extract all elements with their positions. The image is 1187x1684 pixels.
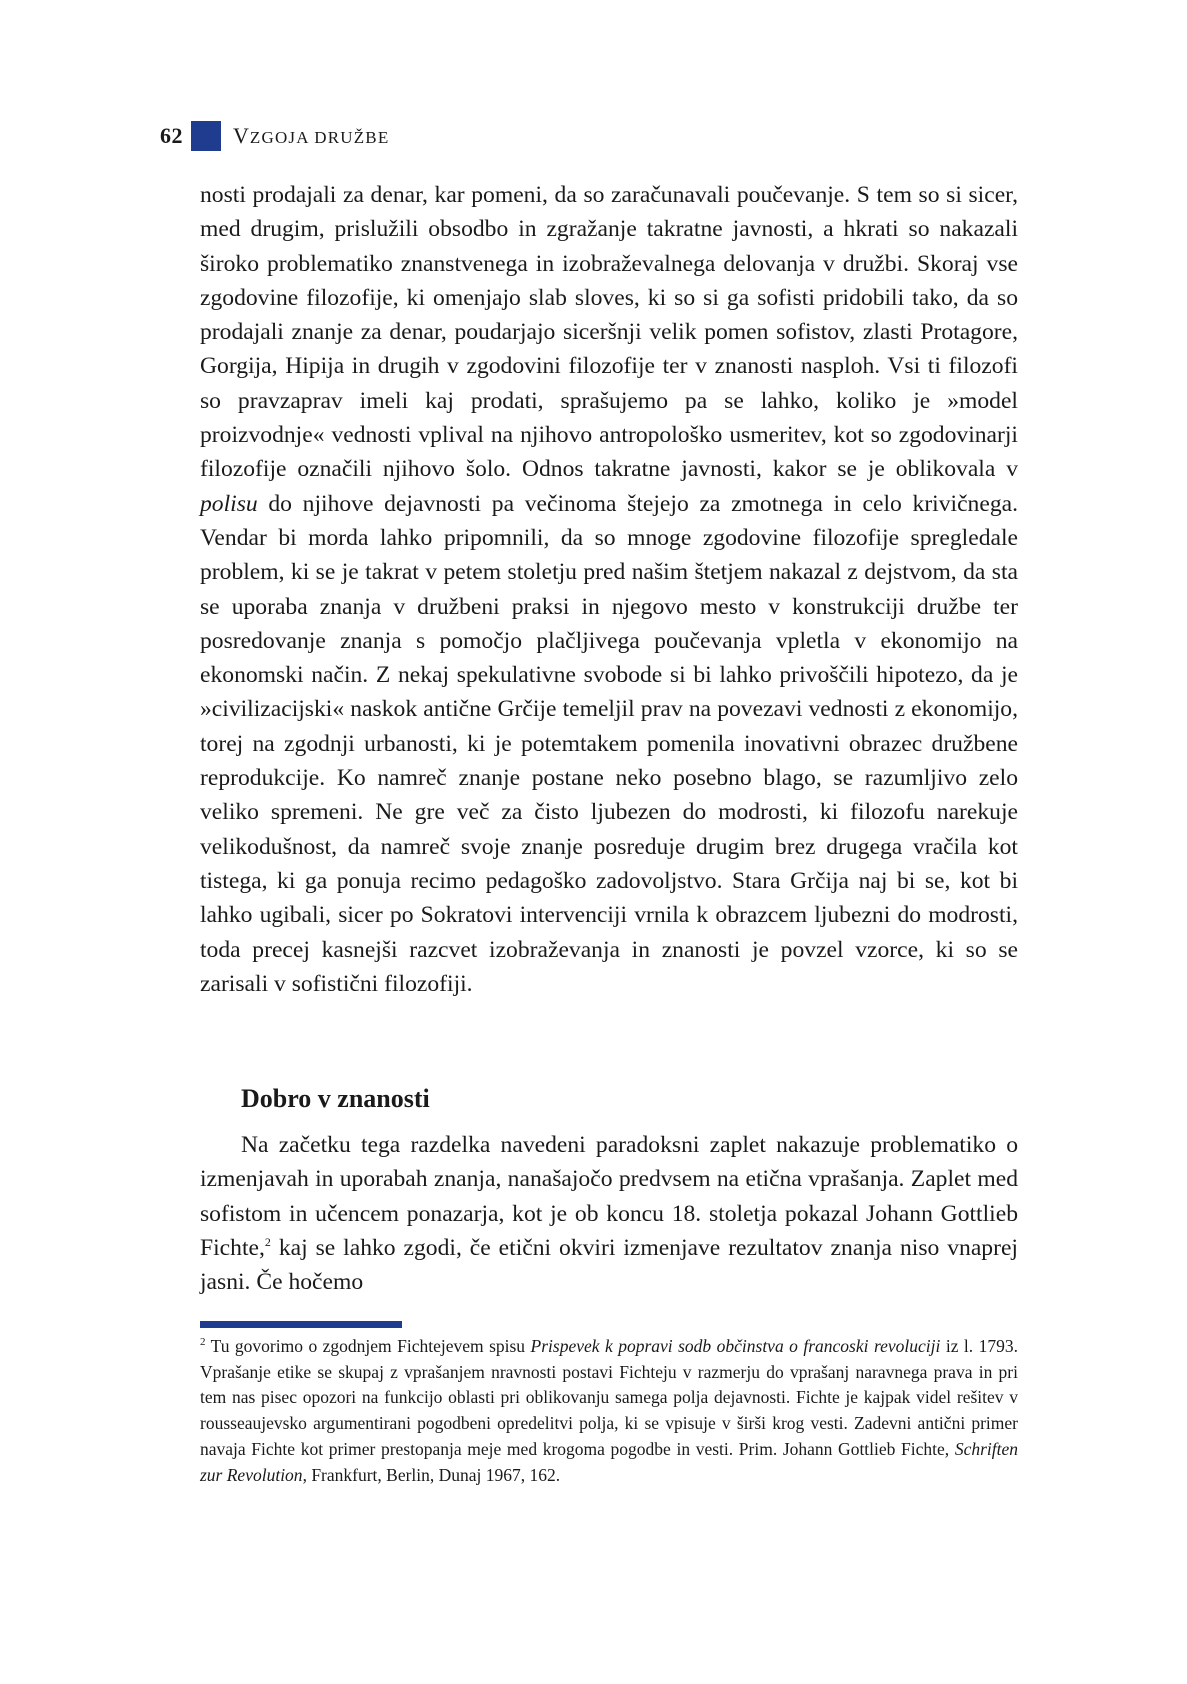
body-paragraph-1 [200,178,1018,1001]
footnote-italic-title: Prispevek k popravi sodb občinstva o francoski revoluciji [530,1336,941,1356]
paragraph-2-text-a: Na začetku tega razdelka navedeni paradoksni zaplet nakazuje problematiko o izmenjavah in uporabah znanja, nanašajočo predvsem na etična vprašanja. Zaplet med sofistom in učencem ponazarja, kot je ob koncu 18. stoletja pokazal Johann Gottlieb Fichte, [200,1132,1018,1261]
footnote-number: 2 [200,1336,206,1349]
footnote [200,1334,1018,1488]
paragraph-1-rest: do njihove dejavnosti pa večinoma štejejo za zmotnega in celo krivičnega. Vendar bi morda lahko pripomnili, da so mnoge zgodovine filozofije spregledale problem, ki se je takrat v petem stoletju pred našim štetjem nakazal z dejstvom, da sta se uporaba znanja v družbeni praksi in njegovo mesto v konstrukciji družbe ter posredovanje znanja s pomočjo plačljivega poučevanja vpletla v ekonomijo na ekonomski način. Z nekaj spekulativne svobode si bi lahko privoščili hipotezo, da je »civilizacijski« naskok antične Grčije temeljil prav na povezavi vednosti z ekonomijo, torej na zgodnji urbanosti, ki je potemtakem pomenila inovativni obrazec družbene reprodukcije. Ko namreč znanje postane neko posebno blago, se razumljivo zelo veliko spremeni. Ne gre več za čisto ljubezen do modrosti, ki filozofu narekuje velikodušnost, da namreč svoje znanje posreduje drugim brez drugega vračila kot tistega, ki ga ponuja recimo pedagoško zadovoljstvo. Stara Grčija naj bi se, kot bi lahko ugibali, sicer po Sokratovi intervenciji vrnila k obrazcem ljubezni do modrosti, toda precej kasnejši razcvet izobraževanja in znanosti je povzel vzorce, ki so se zarisali v sofistični filozofiji. [200,490,1018,997]
footnote-reference[interactable]: 2 [264,1235,271,1250]
footnote-divider [200,1321,402,1328]
paragraph-1-text: nosti prodajali za denar, kar pomeni, da so zaračunavali poučevanje. S tem so si sicer, med drugim, prislužili obsodbo in zgražanje takratne javnosti, a hkrati so nakazali široko problematiko znanstvenega in izobraževalnega delovanja v družbi. Skoraj vse zgodovine filozofije, ki omenjajo slab sloves, ki so si ga sofisti pridobili tako, da so prodajali znanje za denar, poudarjajo siceršnji velik pomen sofistov, zlasti Protagore, Gorgija, Hipija in drugih v zgodovini filozofije ter v znanosti nasploh. Vsi ti filozofi so pravzaprav imeli kaj prodati, sprašujemo pa se lahko, koliko je »model proizvodnje« vednosti vplival na njihovo antropološko usmeritev, kot so zgodovinarji filozofije označili njihovo šolo. Odnos takratne javnosti, kakor se je oblikovala v [200,182,1018,483]
running-title [233,123,389,149]
footnote-italic-source: Schriften zur Revolution [200,1438,1018,1485]
footnote-text-a: Tu govorimo o zgodnjem Fichtejevem spisu [205,1336,531,1356]
running-title-rest: ZGOJA DRUŽBE [249,128,390,147]
header-square-ornament [191,121,221,151]
footnote-text-b: iz l. 1793. Vprašanje etike se skupaj z vprašanjem nravnosti postavi Fichteju v razmerju do vprašanj naravnega prava in pri tem nas pisec opozori na funkcijo oblasti pri oblikovanju samega polja dejavnosti. Fichte je kajpak videl rešitev v rousseaujevsko argumentirani pogodbeni opredelitvi polja, ki se vpisuje v širši krog vesti. Zadevni antični primer navaja Fichte kot primer prestopanja meje med krogoma pogodbe in vesti. Prim. Johann Gottlieb Fichte, [200,1336,1018,1459]
paragraph-1-italic: polisu [200,490,258,517]
running-header [160,116,389,156]
footnote-text-c: , Frankfurt, Berlin, Dunaj 1967, 162. [302,1464,561,1485]
section-heading: Dobro v znanosti [241,1084,430,1113]
body-paragraph-2 [200,1128,1018,1299]
running-title-cap: V [233,123,250,148]
paragraph-2-text-b: kaj se lahko zgodi, če etični okviri izmenjave rezultatov znanja niso vnaprej jasni. Če hočemo [200,1234,1018,1296]
page-number: 62 [160,123,183,148]
